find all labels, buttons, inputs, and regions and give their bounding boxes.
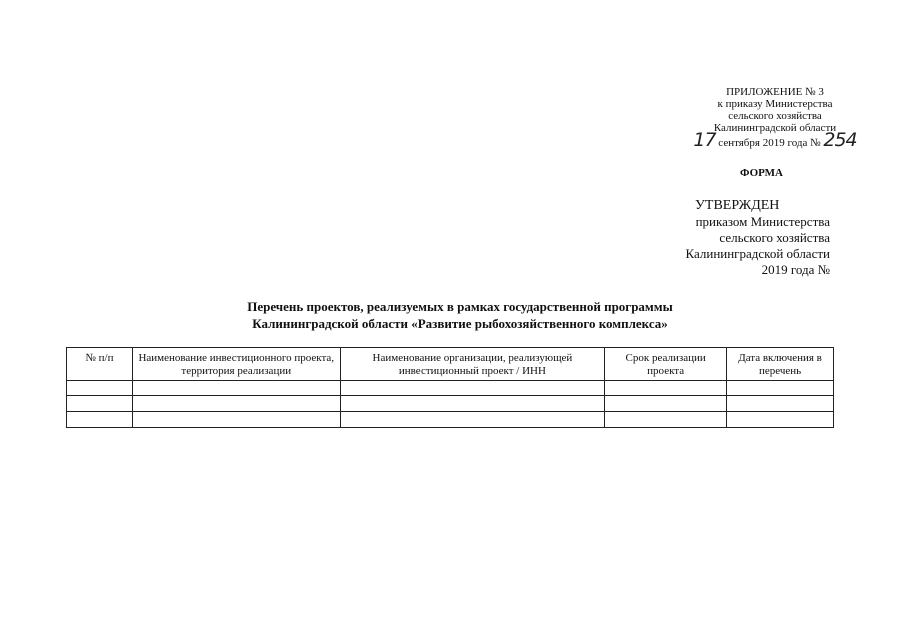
appendix-block xyxy=(690,86,860,149)
table-cell xyxy=(132,412,340,428)
approved-line-2: сельского хозяйства xyxy=(719,230,830,245)
table-cell xyxy=(605,396,727,412)
column-header-inclusion-date: Дата включения в перечень xyxy=(727,348,834,381)
document-title xyxy=(150,298,770,332)
table-cell xyxy=(340,412,605,428)
table-cell xyxy=(605,412,727,428)
table-cell xyxy=(727,396,834,412)
table-header-row xyxy=(67,348,834,381)
table-row xyxy=(67,381,834,396)
column-header-number: № п/п xyxy=(67,348,133,381)
handwritten-day: 17 xyxy=(693,129,716,151)
approved-block xyxy=(640,198,830,278)
table-cell xyxy=(727,381,834,396)
column-header-project-name: Наименование инвестиционного проекта, территория реализации xyxy=(132,348,340,381)
appendix-title: ПРИЛОЖЕНИЕ № 3 xyxy=(726,86,824,98)
approved-title: УТВЕРЖДЕН xyxy=(695,198,780,213)
handwritten-order-number: 254 xyxy=(823,129,857,151)
table-cell xyxy=(67,412,133,428)
document-title-line-1: Перечень проектов, реализуемых в рамках государственной программы xyxy=(247,299,673,314)
appendix-date-line xyxy=(690,129,860,151)
form-label: ФОРМА xyxy=(740,167,783,179)
projects-table xyxy=(66,347,834,428)
table-cell xyxy=(340,381,605,396)
table-cell xyxy=(132,381,340,396)
table-row xyxy=(67,396,834,412)
table-cell xyxy=(727,412,834,428)
table-cell xyxy=(132,396,340,412)
appendix-line-1: к приказу Министерства xyxy=(717,98,833,110)
column-header-organization: Наименование организации, реализующей инвестиционный проект / ИНН xyxy=(340,348,605,381)
approved-line-1: приказом Министерства xyxy=(695,214,830,229)
table-cell xyxy=(67,396,133,412)
document-title-line-2: Калининградской области «Развитие рыбохозяйственного комплекса» xyxy=(252,316,668,331)
table-cell xyxy=(605,381,727,396)
appendix-date-text: сентября 2019 года № xyxy=(718,137,821,149)
approved-line-3: Калининградской области xyxy=(685,246,830,261)
table-cell xyxy=(340,396,605,412)
approved-line-4: 2019 года № xyxy=(761,262,830,277)
table-row xyxy=(67,412,834,428)
appendix-line-2: сельского хозяйства xyxy=(728,110,822,122)
table-cell xyxy=(67,381,133,396)
column-header-term: Срок реализации проекта xyxy=(605,348,727,381)
appendix-line-3: Калининградской области xyxy=(713,122,837,134)
